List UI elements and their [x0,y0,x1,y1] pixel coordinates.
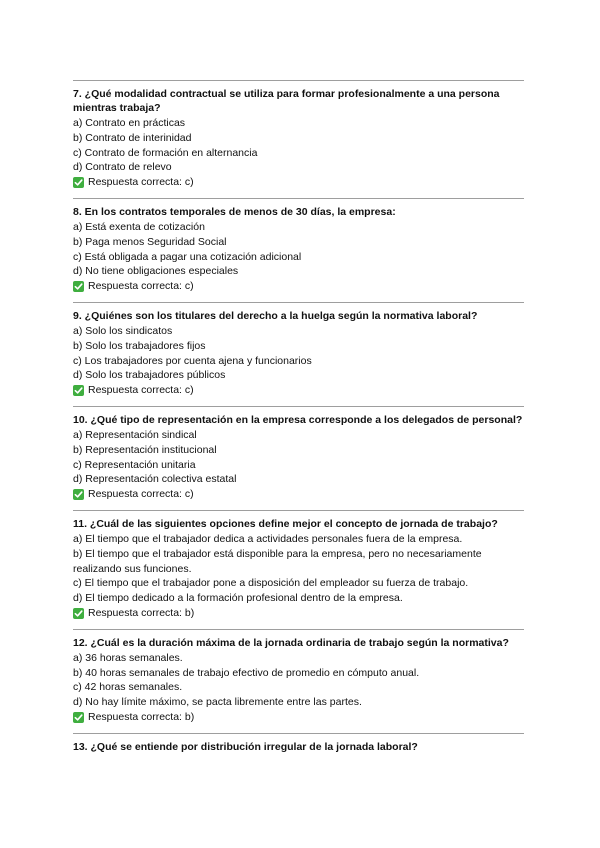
check-icon [73,489,84,500]
answer-text: Respuesta correcta: c) [88,384,194,397]
answer-text: Respuesta correcta: c) [88,488,194,501]
correct-answer [73,487,524,502]
question-title: 13. ¿Qué se entiende por distribución irregular de la jornada laboral? [73,740,418,753]
option-b: b) Paga menos Seguridad Social [73,235,227,248]
answer-text: Respuesta correcta: b) [88,710,195,723]
question-title: 8. En los contratos temporales de menos de 30 días, la empresa: [73,205,396,218]
correct-answer [73,383,524,398]
option-a: a) Contrato en prácticas [73,117,186,129]
check-icon [73,177,84,188]
question-title: 9. ¿Quiénes son los titulares del derecho a la huelga según la normativa laboral? [73,309,478,322]
question-block [73,406,524,502]
option-c: c) Los trabajadores por cuenta ajena y funcionarios [73,354,312,367]
option-a: a) Representación sindical [73,428,197,441]
option-a: a) El tiempo que el trabajador dedica a actividades personales fuera de la empresa. [73,532,463,545]
correct-answer [73,279,524,294]
question-block [73,733,524,754]
check-icon [73,712,84,723]
question-block [73,510,524,621]
option-a: a) Está exenta de cotización [73,220,205,233]
option-c: c) Contrato de formación en alternancia [73,146,258,159]
answer-text: Respuesta correcta: b) [88,606,195,619]
question-title: 11. ¿Cuál de las siguientes opciones define mejor el concepto de jornada de trabajo? [73,517,498,530]
question-title: 12. ¿Cuál es la duración máxima de la jornada ordinaria de trabajo según la normativa? [73,636,509,649]
option-a: a) 36 horas semanales. [73,651,183,664]
option-d: d) No hay límite máximo, se pacta libremente entre las partes. [73,696,362,709]
check-icon [73,385,84,396]
document-page [73,80,524,762]
option-b: b) El tiempo que el trabajador está disponible para la empresa, pero no necesariamente realizando sus funciones. [73,547,482,575]
question-block [73,80,524,190]
question-block [73,629,524,725]
option-b: b) Solo los trabajadores fijos [73,339,206,352]
option-d: d) Contrato de relevo [73,161,172,174]
option-b: b) Contrato de interinidad [73,131,192,144]
option-d: d) El tiempo dedicado a la formación profesional dentro de la empresa. [73,592,403,605]
check-icon [73,281,84,292]
option-d: d) No tiene obligaciones especiales [73,265,239,278]
option-d: d) Solo los trabajadores públicos [73,369,226,382]
question-title: 7. ¿Qué modalidad contractual se utiliza para formar profesionalmente a una persona mientras trabaja? [73,88,500,114]
answer-text: Respuesta correcta: c) [88,176,194,189]
option-c: c) El tiempo que el trabajador pone a disposición del empleador su fuerza de trabajo. [73,577,469,590]
question-block [73,302,524,398]
question-block [73,198,524,294]
option-b: b) 40 horas semanales de trabajo efectivo de promedio en cómputo anual. [73,666,420,679]
question-title: 10. ¿Qué tipo de representación en la empresa corresponde a los delegados de personal? [73,413,523,426]
correct-answer [73,606,524,621]
option-b: b) Representación institucional [73,443,217,456]
correct-answer [73,175,524,190]
correct-answer [73,710,524,725]
answer-text: Respuesta correcta: c) [88,280,194,293]
option-d: d) Representación colectiva estatal [73,473,237,486]
option-a: a) Solo los sindicatos [73,324,173,337]
check-icon [73,608,84,619]
option-c: c) Está obligada a pagar una cotización adicional [73,250,302,263]
option-c: c) 42 horas semanales. [73,681,183,694]
option-c: c) Representación unitaria [73,458,196,471]
